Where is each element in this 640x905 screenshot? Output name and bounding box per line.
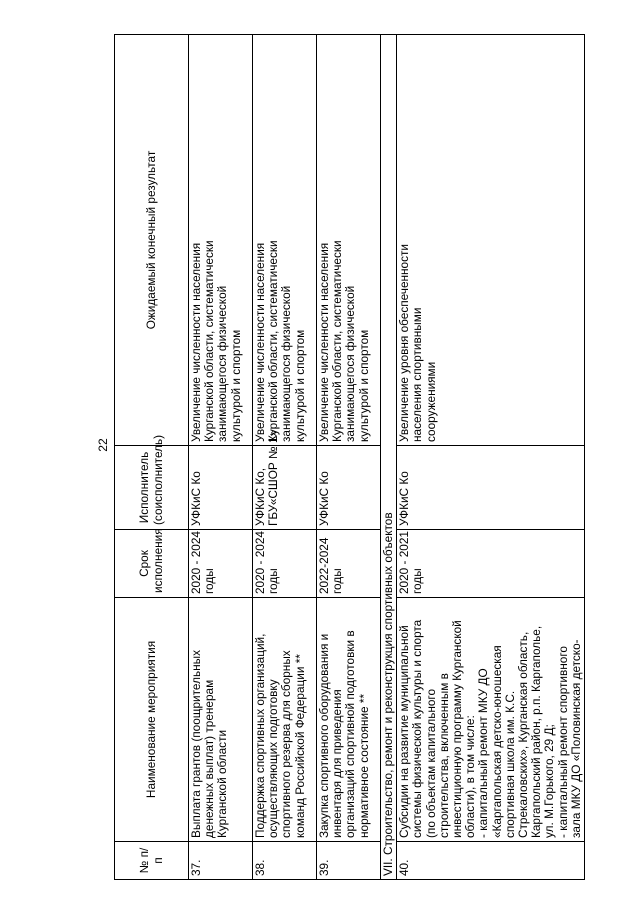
text-line: годы — [266, 568, 281, 594]
row-term — [253, 530, 317, 598]
text-line: годы — [202, 568, 217, 594]
text-line: - капитальный ремонт МКУ ДО — [476, 668, 491, 838]
table-row — [397, 35, 585, 880]
text-line: строительства, включенным в — [436, 673, 451, 838]
header-num: № п/п — [115, 842, 189, 880]
text-line: Закупка спортивного оборудования и — [317, 633, 331, 838]
text-line: Курганской области, систематически — [266, 240, 281, 442]
row-executor — [253, 429, 317, 530]
text-line: инвестиционную программу Курганской — [450, 620, 465, 838]
text-line: нормативное состояние ** — [356, 693, 371, 838]
text-line: Субсидии на развитие муниципальной — [397, 625, 412, 838]
row-result — [397, 35, 585, 446]
row-result — [317, 35, 381, 446]
header-term: Срок исполнения — [115, 530, 189, 598]
text-line: 2020 - 2024 — [253, 531, 267, 594]
text-line: «Каргапольская детско-юношеская — [489, 645, 504, 838]
text-line: 2022-2024 — [317, 537, 331, 594]
row-name — [253, 598, 317, 842]
row-term — [397, 530, 585, 598]
text-line: инвентаря для приведения — [330, 689, 345, 838]
header-name: Наименование мероприятия — [115, 598, 189, 842]
header-executor: Исполнитель (соисполнитель) — [115, 446, 189, 530]
text-line: занимающегося физической — [279, 285, 294, 442]
text-line: УФКиС Ко — [317, 471, 331, 526]
rotated-table-wrapper — [114, 35, 634, 880]
row-num: 37. — [189, 842, 253, 880]
text-line: 2020 - 2024 — [189, 531, 203, 594]
section-title: VII. Строительство, ремонт и реконструкция спортивных объектов — [381, 35, 397, 880]
table-header-row — [115, 35, 189, 880]
row-num: 39. — [317, 842, 381, 880]
text-line: Увеличение численности населения — [317, 242, 331, 442]
section-row — [381, 35, 397, 880]
row-executor — [317, 446, 381, 530]
header-result: Ожидаемый конечный результат — [115, 35, 189, 446]
text-line: занимающегося физической — [343, 285, 358, 442]
row-num: 40. — [397, 842, 585, 880]
text-line: области), в том числе: — [463, 715, 478, 838]
row-num: 38. — [253, 842, 317, 880]
text-line: Увеличение уровня обеспеченности — [397, 244, 412, 442]
row-executor — [397, 446, 585, 530]
measures-table — [114, 34, 585, 880]
row-name — [189, 598, 253, 842]
text-line: Курганской области — [215, 729, 230, 838]
text-line: (по объектам капитального — [423, 688, 438, 838]
text-line: культурой и спортом — [228, 329, 243, 442]
row-name — [397, 598, 585, 842]
text-line: Увеличение численности населения — [189, 242, 203, 442]
text-line: УФКиС Ко — [189, 471, 203, 526]
text-line: денежных выплат) тренерам — [202, 679, 217, 838]
text-line: Стрекаловских», Курганская область, — [516, 631, 531, 838]
text-line: культурой и спортом — [356, 329, 371, 442]
table-row — [253, 35, 317, 880]
text-line: 2020 - 2021 — [397, 531, 412, 594]
row-term — [189, 530, 253, 598]
text-line: организаций спортивной подготовки в — [343, 630, 358, 838]
row-executor — [189, 446, 253, 530]
page-number: 22 — [96, 438, 110, 452]
text-line: системы физической культуры и спорта — [410, 619, 425, 838]
text-line: культурой и спортом — [292, 329, 307, 442]
text-line: осуществляющих подготовку — [266, 679, 281, 838]
text-line: ул. М.Горького, 29 Д; — [542, 724, 557, 838]
text-line: населения спортивными — [410, 307, 425, 442]
row-result — [253, 35, 317, 446]
text-line: Увеличение численности населения — [253, 242, 267, 442]
text-line: команд Российской Федерации ** — [292, 654, 307, 838]
text-line: годы — [410, 568, 425, 594]
text-line: спортивная школа им. К.С. — [502, 690, 517, 838]
text-line: занимающегося физической — [215, 285, 230, 442]
text-line: зала МКУ ДО «Половинская детско- — [568, 639, 583, 838]
text-line: годы — [330, 568, 345, 594]
text-line: Курганской области, систематически — [202, 240, 217, 442]
text-line: УФКиС Ко, — [253, 467, 267, 526]
row-result — [189, 35, 253, 446]
text-line: Курганской области, систематически — [330, 240, 345, 442]
text-line: УФКиС Ко — [397, 471, 412, 526]
row-term — [317, 530, 381, 598]
text-line: Каргапольский район, р.п. Каргаполье, — [529, 625, 544, 838]
text-line: спортивного резерва для сборных — [279, 650, 294, 838]
row-name — [317, 598, 381, 842]
text-line: Выплата грантов (поощрительных — [189, 649, 203, 838]
text-line: сооружениями — [423, 361, 438, 442]
text-line: - капитальный ремонт спортивного — [555, 646, 570, 838]
text-line: ГБУ«СШОР № 1» — [266, 429, 281, 526]
table-row — [317, 35, 381, 880]
table-row — [189, 35, 253, 880]
text-line: Поддержка спортивных организаций, — [253, 633, 267, 838]
